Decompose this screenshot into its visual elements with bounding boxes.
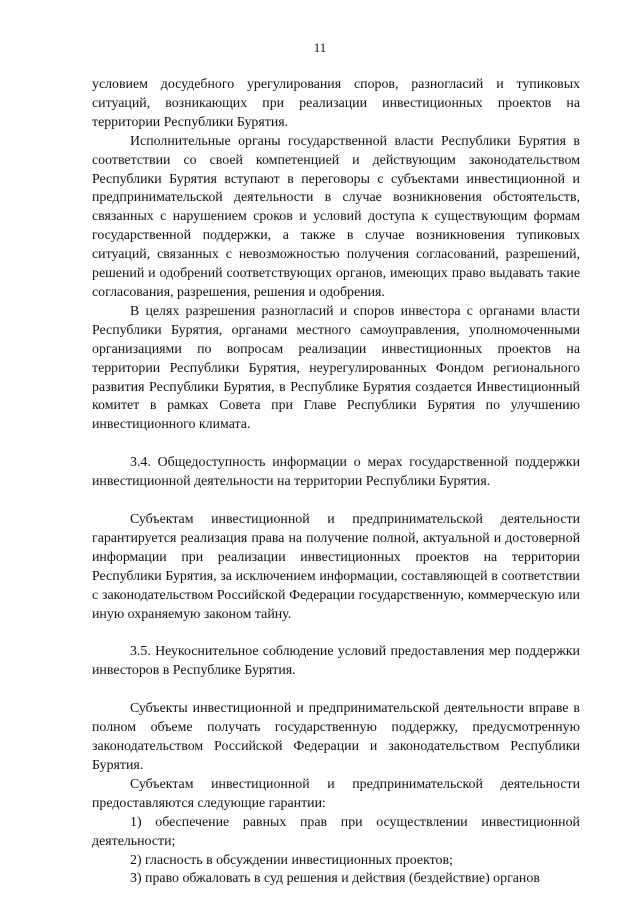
- spacer: [92, 624, 580, 643]
- section-heading-3-4: 3.4. Общедоступность информации о мерах государственной поддержки инвестиционной деятельности на территории Республики Бурятия.: [92, 455, 580, 490]
- paragraph-information-guarantee: Субъектам инвестиционной и предпринимательской деятельности гарантируется реализация права на получение полной, актуальной и достоверной информации при реализации инвестиционных проектов на территории Республики Бурятия, за исключением информации, составляющей в соответствии с законодательством Российской Федерации государственную, коммерческую или иную охраняемую законом тайну.: [92, 512, 580, 622]
- list-item-2: 2) гласность в обсуждении инвестиционных проектов;: [130, 852, 453, 868]
- spacer: [92, 435, 580, 454]
- paragraph-guarantees-intro: Субъектам инвестиционной и предпринимательской деятельности предоставляются следующие гарантии:: [92, 776, 580, 811]
- list-item-3: 3) право обжаловать в суд решения и действия (бездействие) органов: [130, 871, 540, 887]
- list-item-1: 1) обеспечение равных прав при осуществлении инвестиционной деятельности;: [92, 814, 580, 849]
- page-number: 11: [313, 40, 327, 55]
- section-heading-3-5: 3.5. Неукоснительное соблюдение условий предоставления мер поддержки инвесторов в Республике Бурятия.: [92, 644, 580, 679]
- document-body: [92, 76, 580, 889]
- spacer: [92, 492, 580, 511]
- spacer: [92, 681, 580, 700]
- paragraph-executive-bodies: Исполнительные органы государственной власти Республики Бурятия в соответствии со своей компетенцией и действующим законодательством Республики Бурятия вступают в переговоры с субъектами инвестиционной и предпринимательской деятельности в случае возникновения обстоятельств, связанных с нарушением сроков и условий доступа к существующим формам государственной поддержки, а также в случае возникновения тупиковых ситуаций, связанных с невозможностью получения согласований, разрешений, решений и одобрений соответствующих органов, имеющих право выдавать такие согласования, разрешения, решения и одобрения.: [92, 133, 580, 300]
- paragraph-state-support: Субъекты инвестиционной и предпринимательской деятельности вправе в полном объеме получать государственную поддержку, предусмотренную законодательством Российской Федерации и законодательством Республики Бурятия.: [92, 701, 580, 773]
- paragraph-investment-committee: В целях разрешения разногласий и споров инвестора с органами власти Республики Бурятия, органами местного самоуправления, уполномоченными организациями по вопросам реализации инвестиционных проектов на территории Республики Бурятия, неурегулированных Фондом регионального развития Республики Бурятия, в Республике Бурятия создается Инвестиционный комитет в рамках Совета при Главе Республики Бурятия по улучшению инвестиционного климата.: [92, 303, 580, 433]
- paragraph-continuation: условием досудебного урегулирования споров, разногласий и тупиковых ситуаций, возникающих при реализации инвестиционных проектов на территории Республики Бурятия.: [92, 77, 580, 130]
